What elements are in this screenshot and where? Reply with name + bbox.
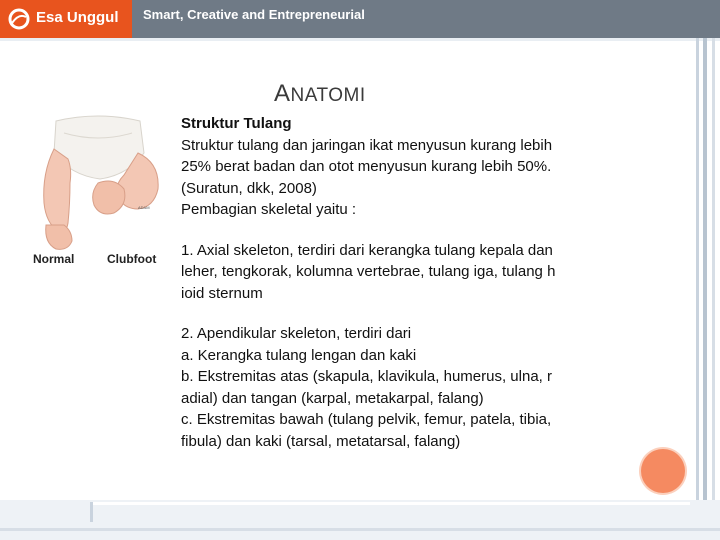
slide-title-initial: A xyxy=(274,80,291,107)
logo-text: Esa Unggul xyxy=(36,9,119,26)
caption-clubfoot: Clubfoot xyxy=(107,252,157,266)
clubfoot-illustration xyxy=(28,113,166,273)
body-line: Pembagian skeletal yaitu : xyxy=(181,201,357,218)
decorative-bottom-frame xyxy=(0,500,720,540)
image-credit: ADAM xyxy=(138,205,150,210)
body-line: Struktur tulang dan jaringan ikat menyusun kurang lebih xyxy=(181,136,553,154)
header-banner xyxy=(0,0,720,41)
decorative-circle xyxy=(641,449,685,493)
body-line: b. Ekstremitas atas (skapula, klavikula, humerus, ulna, r xyxy=(181,368,552,385)
body-line: leher, tengkorak, kolumna vertebrae, tulang iga, tulang h xyxy=(181,263,556,280)
section-heading: Struktur Tulang xyxy=(181,115,292,132)
body-line: 2. Apendikular skeleton, terdiri dari xyxy=(181,325,412,342)
logo-ring-icon xyxy=(7,7,31,31)
caption-normal: Normal xyxy=(33,252,75,266)
brand-logo xyxy=(0,0,132,38)
body-line: 25% berat badan dan otot menyusun kurang lebih 50%. xyxy=(181,158,552,175)
slide-title-rest: NATOMI xyxy=(290,85,366,106)
tagline: Smart, Creative and Entrepreneurial xyxy=(143,7,365,22)
body-line: a. Kerangka tulang lengan dan kaki xyxy=(181,346,417,364)
slide-title xyxy=(274,80,366,108)
body-line: c. Ekstremitas bawah (tulang pelvik, femur, patela, tibia, xyxy=(181,411,552,428)
body-line: 1. Axial skeleton, terdiri dari kerangka tulang kepala dan xyxy=(181,241,553,259)
body-line: adial) dan tangan (karpal, metakarpal, falang) xyxy=(181,389,484,407)
body-line: ioid sternum xyxy=(181,284,263,302)
body-line: fibula) dan kaki (tarsal, metatarsal, falang) xyxy=(181,432,461,450)
spacer xyxy=(181,304,641,323)
slide-body xyxy=(181,113,641,452)
decorative-right-frame xyxy=(690,38,720,518)
spacer xyxy=(181,221,641,240)
body-line: (Suratun, dkk, 2008) xyxy=(181,179,317,197)
